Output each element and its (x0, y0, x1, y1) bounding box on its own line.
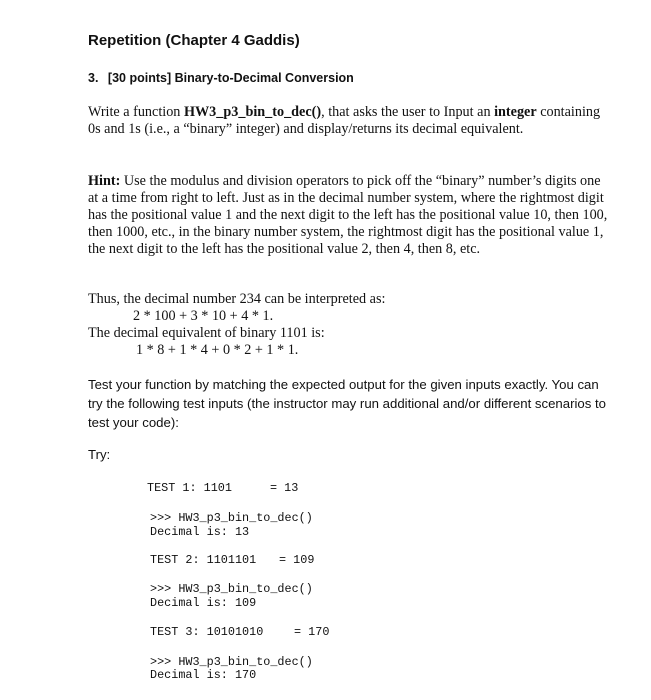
test-2-call: >>> HW3_p3_bin_to_dec() (150, 582, 313, 596)
test-1-call: >>> HW3_p3_bin_to_dec() (150, 511, 313, 525)
test-2-output: Decimal is: 109 (150, 596, 257, 610)
example-binary-expansion: 1 * 8 + 1 * 4 + 0 * 2 + 1 * 1. (136, 342, 299, 358)
question-number: 3. (88, 71, 99, 85)
test-3-output: Decimal is: 170 (150, 668, 257, 682)
example-decimal-intro: Thus, the decimal number 234 can be interpreted as: (88, 291, 386, 307)
test-instructions: Test your function by matching the expected output for the given inputs exactly. You can try the following test inputs (the instructor may run additional and/or different scenarios to test your code): (88, 377, 607, 430)
question-name: Binary-to-Decimal Conversion (174, 71, 354, 85)
example-decimal-expansion: 2 * 100 + 3 * 10 + 4 * 1. (133, 308, 274, 324)
hint-label: Hint: (88, 173, 121, 189)
intro-text-1: Write a function (88, 104, 184, 120)
examples-block (88, 291, 613, 359)
test-3-header: TEST 3: 10101010 (150, 625, 264, 639)
test-1-header: TEST 1: 1101 (147, 481, 232, 495)
question-points: [30 points] (107, 71, 172, 85)
function-name: HW3_p3_bin_to_dec() (183, 104, 322, 120)
intro-text-2: , that asks the user to Input an (321, 104, 495, 120)
input-type: integer (494, 104, 537, 120)
intro-text-3: containing 0s and 1s (i.e., a “binary” integer) and display/returns its decimal equivalent. (88, 104, 601, 137)
test-2-result: = 109 (279, 553, 315, 567)
test-1-result: = 13 (270, 481, 299, 495)
test-3-result: = 170 (294, 625, 330, 639)
question-heading (88, 71, 354, 85)
try-label: Try: (88, 447, 111, 462)
hint-paragraph (88, 173, 613, 258)
section-title: Repetition (Chapter 4 Gaddis) (88, 32, 300, 49)
test-3-call: >>> HW3_p3_bin_to_dec() (150, 655, 313, 669)
test-1-output: Decimal is: 13 (150, 525, 250, 539)
intro-paragraph (88, 104, 613, 138)
hint-text: Use the modulus and division operators to pick off the “binary” number’s digits one at a time from right to left. Just as in the decimal number system, where the rightmost digit has the positional value 1 and the next digit to the left has the positional value 10, then 100, then 1000, etc., in the binary number system, the rightmost digit has the positional value 1, the next digit to the left has the positional value 2, then 4, then 8, etc. (88, 173, 608, 257)
example-binary-intro: The decimal equivalent of binary 1101 is: (88, 325, 325, 341)
test-2-header: TEST 2: 1101101 (150, 553, 257, 567)
